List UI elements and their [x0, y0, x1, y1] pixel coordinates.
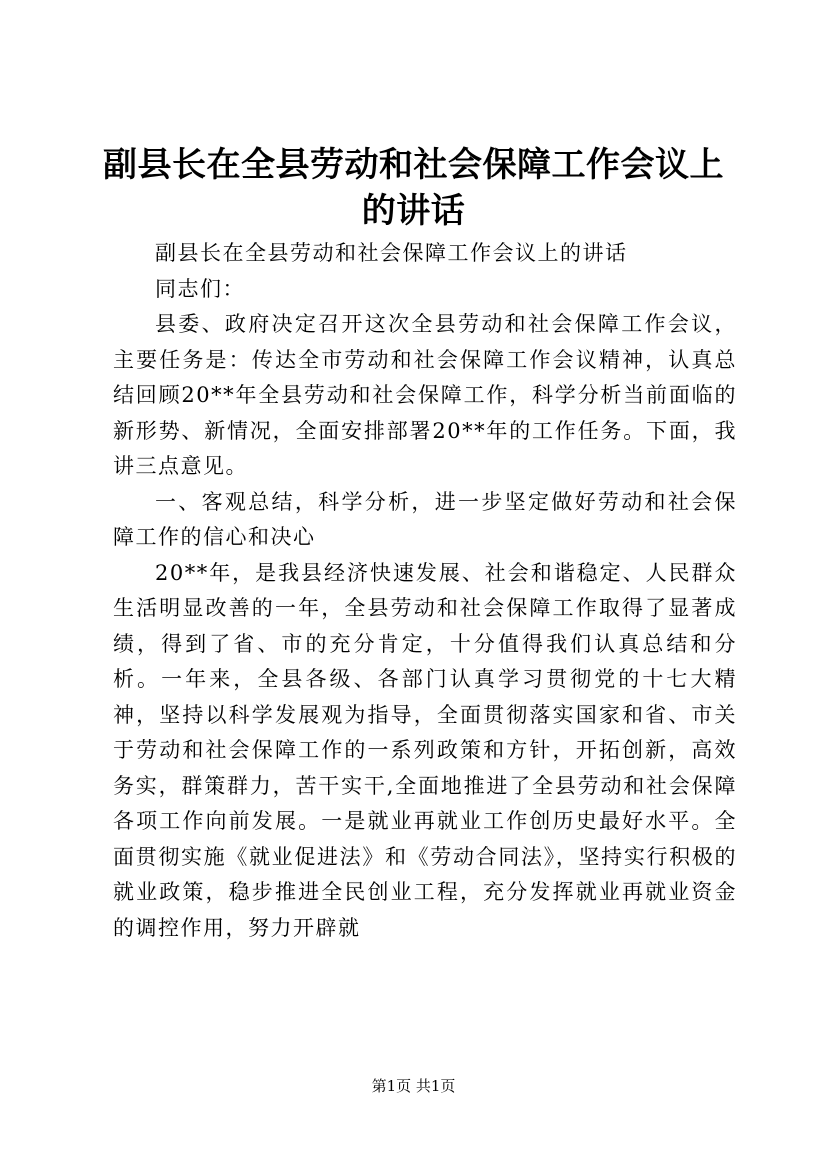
- salutation-paragraph: 同志们：: [155, 276, 245, 301]
- body-paragraph: 20**年，是我县经济快速发展、社会和谐稳定、人民群众生活明显改善的一年，全县劳动和社会保障工作取得了显著成绩，得到了省、市的充分肯定，十分值得我们认真总结和分析。一年来，全县各级、各部门认真学习贯彻党的十七大精神，坚持以科学发展观为指导，全面贯彻落实国家和省、市关于劳动和社会保障工作的一系列政策和方针，开拓创新，高效务实，群策群力，苦干实干,全面地推进了全县劳动和社会保障各项工作向前发展。一是就业再就业工作创历史最好水平。全面贯彻实施《就业促进法》和《劳动合同法》，坚持实行积极的就业政策，稳步推进全民创业工程，充分发挥就业再就业资金的调控作用，努力开辟就: [113, 560, 737, 940]
- document-title: 副县长在全县劳动和社会保障工作会议上的讲话: [103, 145, 724, 231]
- intro-paragraph: 县委、政府决定召开这次全县劳动和社会保障工作会议，主要任务是：传达全市劳动和社会保障工作会议精神，认真总结回顾20**年全县劳动和社会保障工作，科学分析当前面临的新形势、新情况，全面安排部署20**年的工作任务。下面，我讲三点意见。: [113, 312, 737, 478]
- document-body: [113, 236, 737, 946]
- subtitle-paragraph: 副县长在全县劳动和社会保障工作会议上的讲话: [155, 241, 628, 265]
- section-heading-1: 一、客观总结，科学分析，进一步坚定做好劳动和社会保障工作的信心和决心: [113, 489, 737, 549]
- page-number-footer: 第1页 共1页: [371, 1077, 456, 1095]
